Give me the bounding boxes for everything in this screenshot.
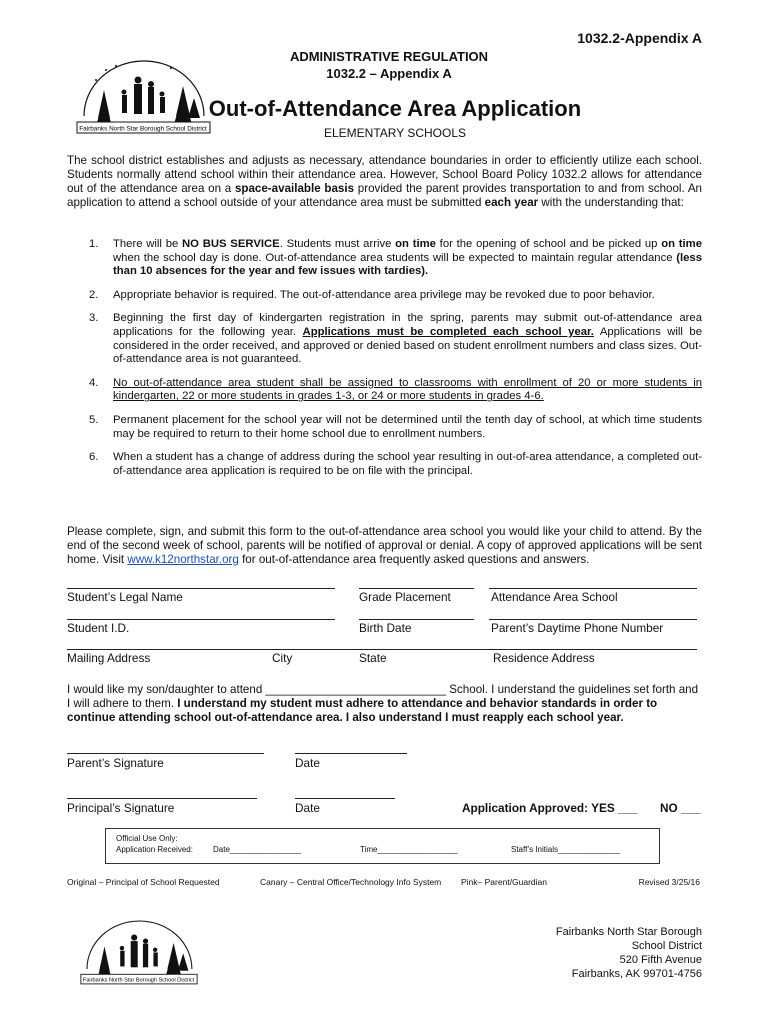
application-approved-no[interactable]: NO ___ xyxy=(660,801,701,815)
intro-paragraph xyxy=(67,154,702,210)
official-use-box xyxy=(105,828,660,864)
received-time-field[interactable]: Time__________________ xyxy=(360,845,458,854)
staff-initials-field[interactable]: Staff’s Initials______________ xyxy=(511,845,621,854)
page-title: Out-of-Attendance Area Application xyxy=(208,96,582,121)
received-date-field[interactable]: Date________________ xyxy=(213,845,302,854)
rule-bold: on time xyxy=(395,238,436,250)
principal-date-line[interactable] xyxy=(295,798,395,799)
instructions-paragraph xyxy=(67,525,702,567)
rule-bold: NO BUS SERVICE xyxy=(182,238,280,250)
rule-bold-underline: Applications must be completed each school year. xyxy=(302,325,594,338)
intro-text-2: provided the parent provides transportation to and from school. An application to attend a school outside of your attendance area must be submitted xyxy=(67,182,702,209)
application-approved-yes[interactable]: Application Approved: YES ___ xyxy=(462,801,638,815)
admin-line-2: 1032.2 – Appendix A xyxy=(326,66,452,81)
legal-name-label: Student’s Legal Name xyxy=(67,590,183,604)
school-name-blank[interactable]: ____________________________ xyxy=(265,683,447,696)
phone-label: Parent’s Daytime Phone Number xyxy=(491,621,664,635)
parent-signature-label: Parent’s Signature xyxy=(67,756,164,770)
logo-text-footer: Fairbanks North Star Borough School District xyxy=(82,977,195,984)
birth-date-label: Birth Date xyxy=(359,621,412,635)
footer-canary: Canary – Central Office/Technology Info System xyxy=(260,877,442,887)
agreement-statement xyxy=(67,683,702,725)
grade-line[interactable] xyxy=(359,588,474,589)
rule-item-6 xyxy=(67,451,702,478)
phone-line[interactable] xyxy=(489,619,697,620)
attendance-school-label: Attendance Area School xyxy=(491,590,618,604)
state-label: State xyxy=(359,651,387,665)
address-line-3: 520 Fifth Avenue xyxy=(619,954,702,966)
rule-bold: (less than 10 absences for the year and few issues with tardies). xyxy=(113,251,702,278)
statement-bold: I understand my student must adhere to attendance and behavior standards in order to continue attending school out-of-attendance area. I also understand I must reapply each school year. xyxy=(67,697,658,724)
parent-date-label: Date xyxy=(295,756,320,770)
district-logo-footer xyxy=(80,915,198,989)
parent-signature-line[interactable] xyxy=(67,753,264,754)
logo-text: Fairbanks North Star Borough School District xyxy=(79,125,207,133)
rule-number: 1. xyxy=(89,238,99,250)
rule-number: 6. xyxy=(89,451,99,464)
statement-text: I would like my son/daughter to attend xyxy=(67,683,266,696)
page-subtitle: ELEMENTARY SCHOOLS xyxy=(323,126,467,140)
district-address xyxy=(556,925,702,981)
footer-original: Original – Principal of School Requested xyxy=(67,877,220,887)
principal-signature-line[interactable] xyxy=(67,798,257,799)
principal-signature-label: Principal’s Signature xyxy=(67,801,175,815)
rule-text: No out-of-attendance area student shall be assigned to classrooms with enrollment of 20 or more students in kindergarten, 22 or more students in grades 1-3, or 24 or more students in grades 4-6. xyxy=(113,376,702,403)
rule-item-1 xyxy=(67,238,702,279)
legal-name-line[interactable] xyxy=(67,588,335,589)
rule-text: There will be xyxy=(113,238,183,250)
student-id-line[interactable] xyxy=(67,619,335,620)
intro-text-3: with the understanding that: xyxy=(538,196,684,209)
residence-address-label: Residence Address xyxy=(493,651,595,665)
intro-bold-2: each year xyxy=(484,196,539,209)
intro-bold-1: space-available basis xyxy=(234,182,355,195)
document-code: 1032.2-Appendix A xyxy=(577,30,702,46)
rule-item-4 xyxy=(67,377,702,404)
parent-date-line[interactable] xyxy=(295,753,407,754)
admin-line-1: ADMINISTRATIVE REGULATION xyxy=(289,49,489,64)
rule-number: 5. xyxy=(89,413,99,426)
mailing-address-label: Mailing Address xyxy=(67,651,151,665)
rule-item-5 xyxy=(67,414,702,441)
official-use-label: Official Use Only: xyxy=(116,834,178,843)
rules-list xyxy=(67,238,702,488)
address-line[interactable] xyxy=(67,649,697,650)
district-website-link[interactable]: www.k12northstar.org xyxy=(127,553,239,566)
intro-text-1: The school district establishes and adjusts as necessary, attendance boundaries in order to efficiently utilize each school. Students normally attend school within their attendance area. However, School Board Policy 1032.2 allows for attendance out of the attendance area on a xyxy=(67,154,702,195)
rule-text: for the opening of school and be picked up xyxy=(435,238,662,250)
rule-number: 4. xyxy=(89,376,99,389)
application-received-label: Application Received: xyxy=(116,845,193,854)
closing-text: Please complete, sign, and submit this form to the out-of-attendance area school you would like your child to attend. By the end of the second week of school, parents will be notified of approval or denial. A copy of approved applications will be sent home. Visit xyxy=(67,525,702,566)
rule-text: when the school day is done. Out-of-attendance area students will be expected to maintain regular attendance xyxy=(113,251,677,264)
rule-text: . Students must arrive xyxy=(279,238,396,250)
statement-text-2: School. I understand the guidelines set forth and I will adhere to them. xyxy=(67,683,699,710)
address-line-1: Fairbanks North Star Borough xyxy=(555,926,702,938)
rule-text: Applications will be considered in the order received, and approved or denied based on student enrollment numbers and class sizes. Out-of-attendance area is not guaranteed. xyxy=(113,325,702,366)
closing-text-2: for out-of-attendance area frequently asked questions and answers. xyxy=(238,553,590,566)
attendance-school-line[interactable] xyxy=(489,588,697,589)
address-line-4: Fairbanks, AK 99701-4756 xyxy=(571,968,702,980)
rule-text: Beginning the first day of kindergarten registration in the spring, parents may submit out-of-attendance area applications for the following year. xyxy=(113,312,702,338)
student-id-label: Student I.D. xyxy=(67,621,130,635)
address-line-2: School District xyxy=(631,940,702,952)
city-label: City xyxy=(272,651,293,665)
rule-text: Permanent placement for the school year will not be determined until the tenth day of school, at which time students may be required to return to their home school due to enrollment numbers. xyxy=(113,413,702,440)
grade-label: Grade Placement xyxy=(359,590,451,604)
rule-text: When a student has a change of address during the school year resulting in out-of-area attendance, a completed out-of-attendance area application is required to be on file with the principal. xyxy=(113,451,702,477)
rule-item-3 xyxy=(67,312,702,366)
principal-date-label: Date xyxy=(295,801,320,815)
rule-bold: on time xyxy=(661,238,702,250)
rule-number: 3. xyxy=(89,312,99,325)
footer-revised: Revised 3/25/16 xyxy=(638,877,700,887)
footer-pink: Pink– Parent/Guardian xyxy=(461,877,547,887)
rule-text: Appropriate behavior is required. The out-of-attendance area privilege may be revoked due to poor behavior. xyxy=(113,288,655,301)
rule-number: 2. xyxy=(89,288,99,301)
rule-item-2 xyxy=(67,289,702,303)
birth-date-line[interactable] xyxy=(359,619,474,620)
